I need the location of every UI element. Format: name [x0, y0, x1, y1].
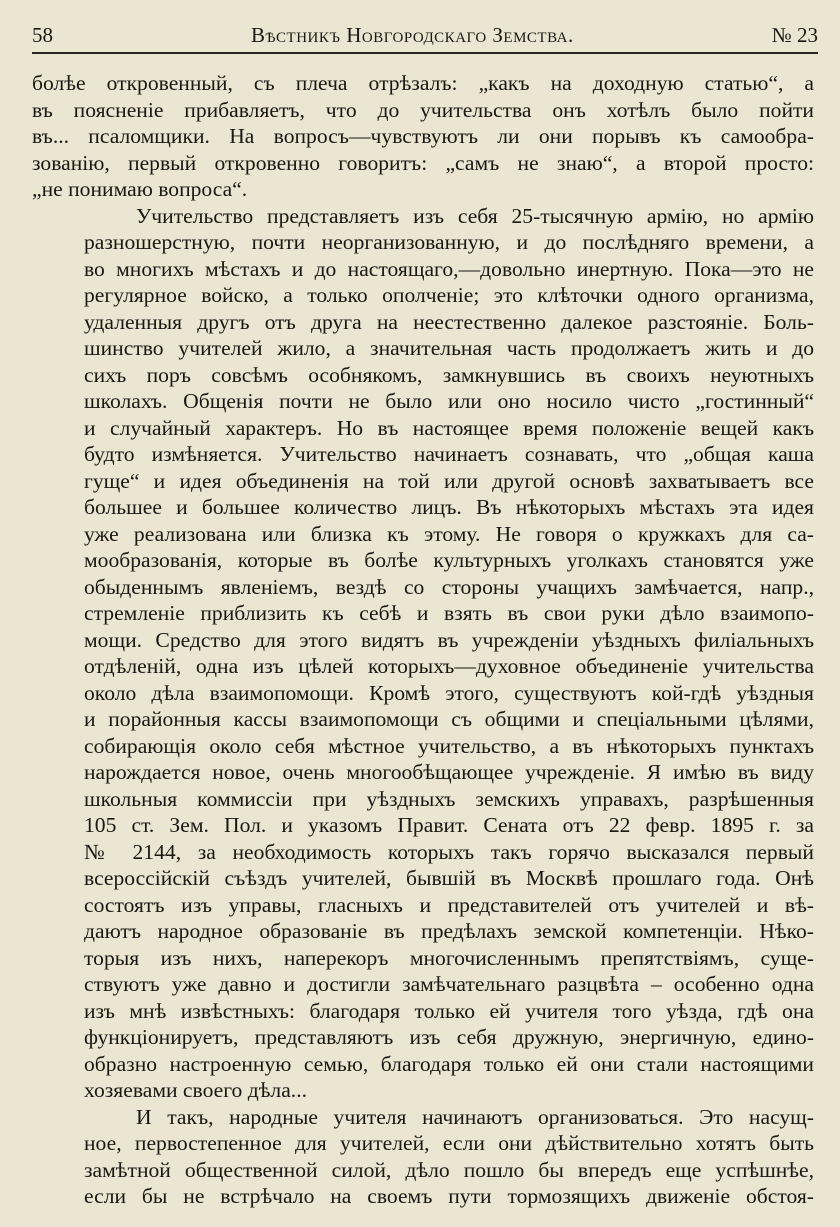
- text-line: образно настроенную семью, благодаря только ей они стали настоящими: [84, 1051, 814, 1076]
- text-line: уже реализована или близка къ этому. Не говоря о кружкахъ для са-: [84, 521, 814, 546]
- text-line: всероссійскій съѣздъ учителей, бывшій въ Москвѣ прошлаго года. Онѣ: [84, 866, 814, 890]
- text-line: школьныя коммиссіи при уѣздныхъ земскихъ управахъ, разрѣшенныя: [84, 786, 814, 811]
- text-line: ствуютъ уже давно и достигли замѣчательнаго разцвѣта – особенно одна: [84, 972, 814, 996]
- text-line: 105 ст. Зем. Пол. и указомъ Правит. Сената отъ 22 февр. 1895 г. за: [84, 813, 814, 837]
- text-line: удаленныя другъ отъ друга на неестественно далекое разстояніе. Боль-: [84, 309, 814, 334]
- text-line: гуще“ и идея объединенія на той или другой основѣ захватываетъ все: [84, 468, 814, 493]
- text-line: нарождается новое, очень многообѣщающее учрежденіе. Я имѣю въ виду: [84, 760, 814, 784]
- text-line: № 2144, за необходимость которыхъ такъ горячо высказался первый: [84, 839, 814, 864]
- text-line: торыя изъ нихъ, наперекоръ многочисленнымъ препятствіямъ, суще-: [84, 945, 814, 970]
- text-line: отдѣленій, одна изъ цѣлей которыхъ—духовное объединеніе учительства: [84, 654, 814, 678]
- text-line: будто измѣняется. Учительство начинаетъ сознавать, что „общая каша: [84, 442, 814, 466]
- text-line: около дѣла взаимопомощи. Кромѣ этого, существуютъ кой-гдѣ уѣздныя: [84, 680, 814, 705]
- text-line: даютъ народное образованіе въ предѣлахъ земской компетенціи. Нѣко-: [84, 919, 814, 943]
- article-body: [32, 70, 814, 1210]
- text-line: изъ мнѣ извѣстныхъ: благодаря только ей учителя того уѣзда, гдѣ она: [84, 998, 814, 1023]
- text-line: въ... псаломщики. На вопросъ—чувствуютъ ли они порывъ къ самообра-: [32, 124, 814, 148]
- text-line: мообразованія, которые въ болѣе культурныхъ уголкахъ становятся уже: [84, 548, 814, 572]
- page-header: [32, 14, 818, 54]
- text-line: „не понимаю вопроса“.: [32, 177, 248, 201]
- text-line: школахъ. Общенія почти не было или оно носило чисто „гостинный“: [84, 389, 814, 413]
- paragraph: [32, 203, 814, 1104]
- text-line: собирающія около себя мѣстное учительство, а въ нѣкоторыхъ пунктахъ: [84, 733, 814, 758]
- text-line: болѣе откровенный, съ плеча отрѣзалъ: „какъ на доходную статью“, а: [32, 71, 814, 95]
- text-line: разношерстную, почти неорганизованную, и до послѣдняго времени, а: [84, 230, 814, 254]
- journal-title: Вѣстникъ Новгородскаго Земства.: [250, 23, 574, 47]
- text-line: регулярное войско, а только ополченіе; это клѣточки одного организма,: [84, 283, 814, 307]
- text-line: хозяевами своего дѣла...: [84, 1078, 307, 1102]
- text-line: во многихъ мѣстахъ и до настоящаго,—довольно инертную. Пока—это не: [84, 256, 814, 281]
- text-line: мощи. Средство для этого видятъ въ учрежденіи уѣздныхъ филіальныхъ: [84, 627, 814, 652]
- text-line: зованію, первый откровенно говоритъ: „самъ не знаю“, а второй просто:: [32, 150, 814, 175]
- text-line: если бы не встрѣчало на своемъ пути тормозящихъ движеніе обстоя-: [84, 1184, 814, 1208]
- text-line: замѣтной общественной силой, дѣло пошло бы впередъ еще успѣшнѣе,: [84, 1157, 814, 1182]
- paragraph: [32, 1104, 814, 1210]
- text-line: Учительство представляетъ изъ себя 25-тысячную армію, но армію: [136, 203, 814, 228]
- text-line: и порайонныя кассы взаимопомощи съ общими и спеціальными цѣлями,: [84, 707, 814, 731]
- text-line: и случайный характеръ. Но въ настоящее время положеніе вещей какъ: [84, 415, 814, 440]
- text-line: И такъ, народные учителя начинаютъ организоваться. Это насущ-: [136, 1104, 814, 1129]
- text-line: ное, первостепенное для учителей, если они дѣйствительно хотятъ быть: [84, 1131, 814, 1155]
- text-line: большее и большее количество лицъ. Въ нѣкоторыхъ мѣстахъ эта идея: [84, 495, 814, 519]
- paragraph: [32, 70, 814, 203]
- text-line: въ поясненіе прибавляетъ, что до учительства онъ хотѣлъ было пойти: [32, 97, 814, 122]
- text-line: состоятъ изъ управы, гласныхъ и представителей отъ учителей и вѣ-: [84, 892, 814, 917]
- text-line: функціонируетъ, представляютъ изъ себя дружную, энергичную, едино-: [84, 1025, 814, 1049]
- issue-number: № 23: [771, 23, 818, 47]
- text-line: шинство учителей жило, а значительная часть продолжаетъ жить и до: [84, 336, 814, 360]
- text-line: стремленіе приблизить къ себѣ и взять въ свои руки дѣло взаимопо-: [84, 601, 814, 625]
- page-number: 58: [32, 23, 53, 47]
- text-line: обыденнымъ явленіемъ, вездѣ со стороны учащихъ замѣчается, напр.,: [84, 574, 814, 599]
- text-line: сихъ поръ совсѣмъ особнякомъ, замкнувшись въ своихъ неуютныхъ: [84, 362, 814, 387]
